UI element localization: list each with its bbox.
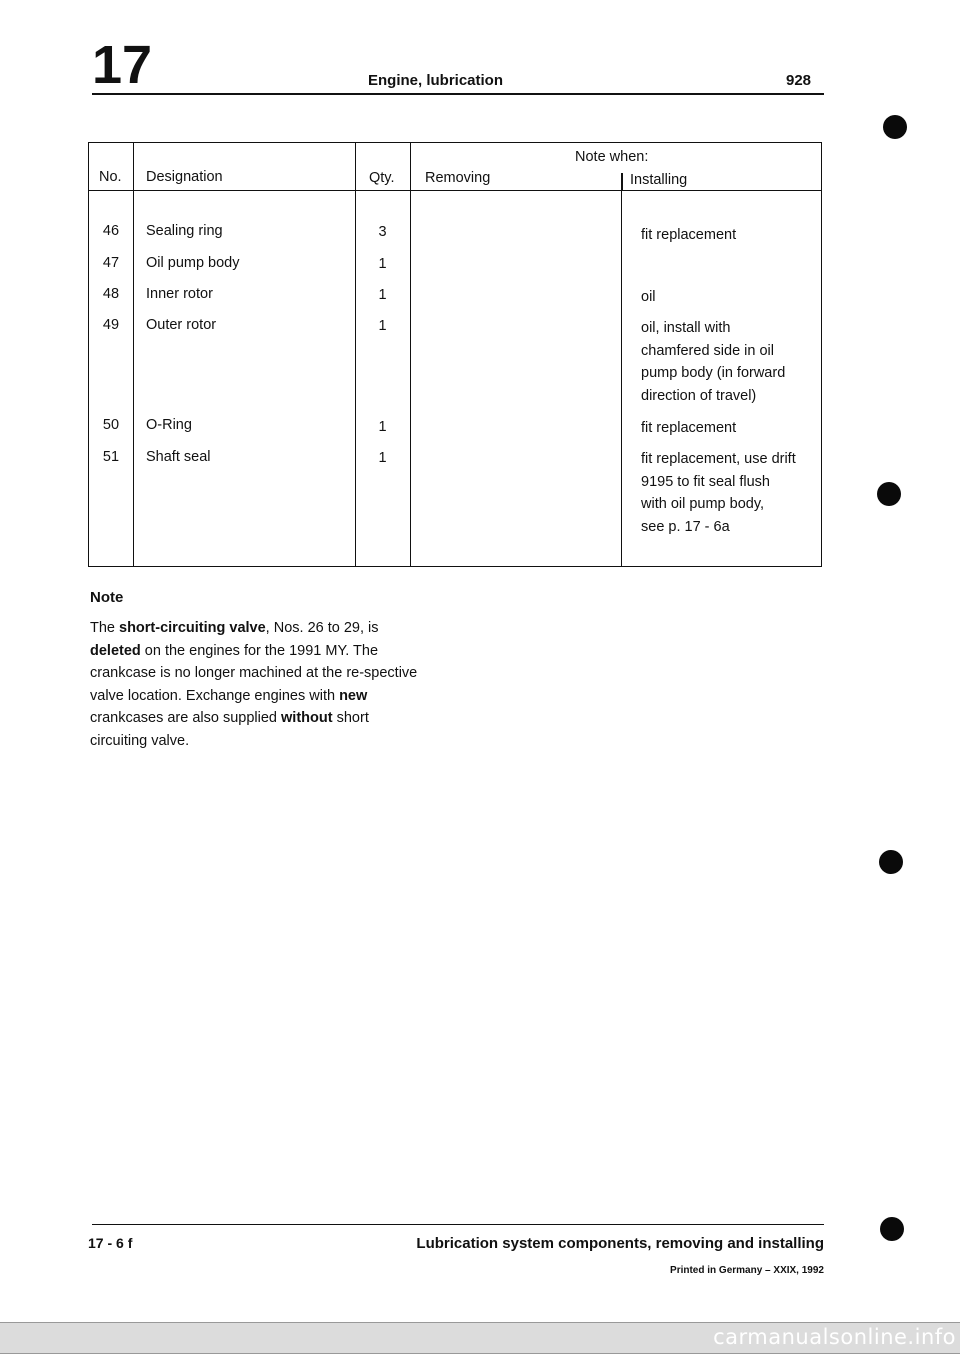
row-qty: 1 [378, 419, 387, 435]
note-heading: Note [90, 589, 124, 606]
row-installing: oil [641, 289, 656, 305]
model-number: 928 [786, 72, 812, 89]
note-bold-part: short-circuiting valve [119, 620, 266, 636]
parts-table [88, 142, 822, 567]
note-text-part: , Nos. 26 to 29, is [265, 620, 379, 636]
note-text-part: on the engines for the 1991 MY. The crankcase is no longer machined at the re-spective valve location. Exchange engines with [90, 642, 418, 704]
row-installing [641, 317, 785, 407]
installing-line: see p. 17 - 6a [641, 518, 730, 535]
punch-hole-icon [879, 850, 903, 874]
footer-title: Lubrication system components, removing and installing [416, 1235, 824, 1252]
punch-hole-icon [880, 1217, 904, 1241]
row-number: 49 [102, 317, 120, 333]
row-designation: Inner rotor [146, 286, 213, 302]
note-text-part: The [90, 620, 120, 636]
row-number: 48 [102, 286, 120, 302]
header-tick [621, 173, 623, 190]
installing-line: chamfered side in oil [641, 342, 774, 359]
col-header-designation: Designation [146, 169, 223, 185]
footer-rule [92, 1224, 824, 1225]
printed-notice: Printed in Germany – XXIX, 1992 [670, 1265, 824, 1276]
punch-hole-icon [883, 115, 907, 139]
installing-line: direction of travel) [641, 387, 757, 404]
row-designation: Sealing ring [146, 223, 223, 239]
table-header-rule [89, 190, 821, 191]
row-qty: 1 [378, 450, 387, 466]
note-text-part: short circuiting valve. [90, 710, 369, 749]
col-header-removing: Removing [425, 170, 491, 186]
row-qty: 1 [378, 256, 387, 272]
table-divider [621, 191, 622, 566]
installing-line: with oil pump body, [641, 496, 765, 512]
row-qty: 1 [378, 318, 387, 334]
installing-line: fit replacement, use drift [641, 451, 796, 467]
row-installing: fit replacement [641, 420, 737, 436]
watermark-text: carmanualsonline.info [713, 1325, 956, 1349]
note-bold-part: without [281, 710, 333, 726]
row-designation: Shaft seal [146, 449, 211, 465]
row-number: 46 [102, 223, 120, 239]
page-number: 17 - 6 f [88, 1235, 133, 1251]
col-header-no: No. [99, 169, 122, 185]
chapter-number: 17 [92, 35, 153, 95]
row-qty: 3 [378, 224, 387, 240]
installing-line: oil, install with [641, 320, 731, 336]
punch-hole-icon [877, 482, 901, 506]
row-number: 50 [102, 417, 120, 433]
row-designation: Outer rotor [146, 317, 217, 333]
installing-line: 9195 to fit seal flush [641, 473, 770, 490]
row-installing [641, 448, 796, 538]
row-installing: fit replacement [641, 227, 737, 243]
note-text-part: crankcases are also supplied [90, 710, 282, 726]
row-designation: O-Ring [146, 417, 192, 433]
page-header-title: Engine, lubrication [368, 72, 504, 89]
row-qty: 1 [378, 287, 387, 303]
col-header-note-when: Note when: [575, 149, 649, 165]
installing-line: pump body (in forward [641, 365, 786, 381]
col-header-installing: Installing [630, 172, 688, 188]
note-bold-part: deleted [90, 642, 141, 659]
col-header-qty: Qty. [369, 170, 395, 186]
row-number: 47 [102, 255, 120, 271]
header-rule [92, 93, 824, 95]
watermark-bar [0, 1322, 960, 1354]
row-number: 51 [102, 449, 120, 465]
note-bold-part: new [339, 687, 368, 704]
note-paragraph [90, 617, 420, 752]
table-divider [410, 143, 411, 566]
table-divider [355, 143, 356, 566]
table-divider [133, 143, 134, 566]
row-designation: Oil pump body [146, 255, 240, 271]
